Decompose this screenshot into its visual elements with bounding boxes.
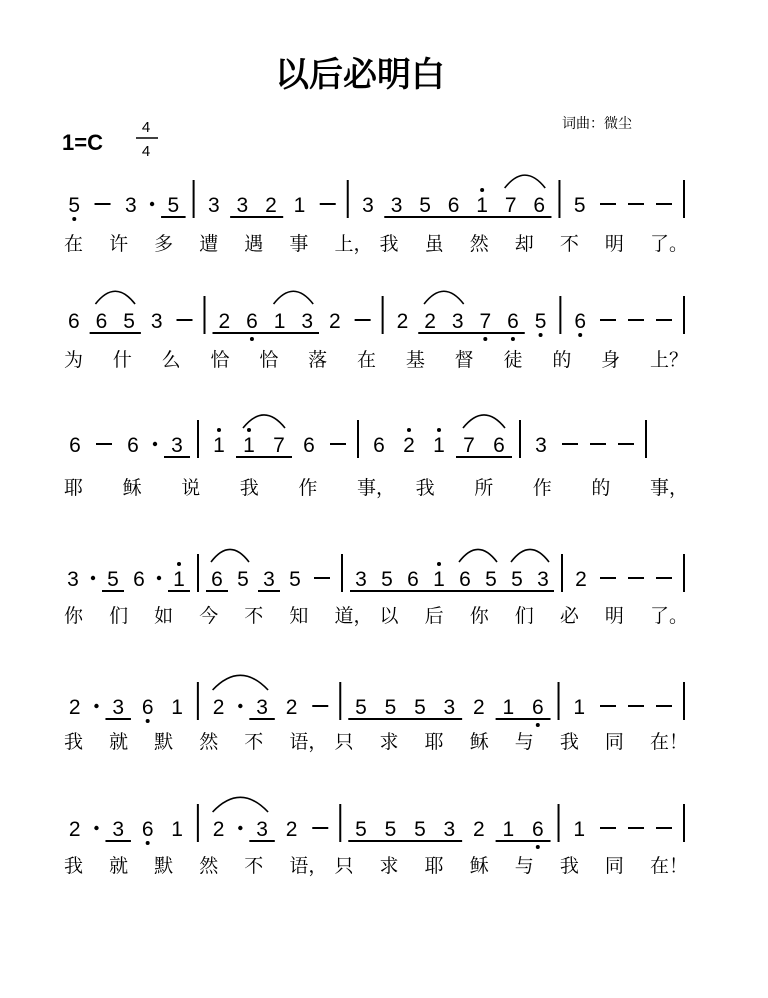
- lyric-syllable: 说: [181, 477, 201, 499]
- lyric-syllable: 上？: [650, 349, 689, 371]
- note: 3: [236, 194, 249, 217]
- note: 5: [107, 568, 119, 591]
- note: 3: [537, 568, 549, 591]
- lyric-syllable: 只: [334, 855, 354, 877]
- note: 1: [213, 434, 225, 457]
- note: 2: [212, 818, 225, 841]
- key-signature: 1=C: [62, 130, 103, 155]
- slur: [211, 549, 249, 562]
- slur: [511, 549, 549, 562]
- note: 2: [396, 310, 409, 333]
- lyric-syllable: 所: [474, 477, 494, 499]
- lyric-syllable: 遇: [244, 233, 264, 255]
- note: 6: [533, 194, 546, 217]
- note: 6: [141, 818, 154, 841]
- note: 5: [355, 696, 367, 719]
- lyric-syllable: 默: [154, 731, 174, 753]
- note: 1: [573, 818, 586, 841]
- octave-down-dot: [146, 719, 150, 723]
- lyric-syllable: 基: [405, 349, 425, 371]
- lyric-syllable: 我: [415, 477, 435, 499]
- lyric-syllable: 为: [64, 349, 84, 371]
- note: 2: [212, 696, 225, 719]
- music-systems: [64, 175, 688, 877]
- lyric-syllable: 然: [469, 233, 489, 255]
- augmentation-dot: [94, 826, 98, 830]
- lyric-syllable: 稣: [122, 477, 142, 499]
- lyric-syllable: 我: [559, 731, 579, 753]
- octave-down-dot: [511, 337, 515, 341]
- lyric-syllable: 事: [289, 233, 309, 255]
- note: 3: [451, 310, 464, 333]
- lyric-syllable: 不: [244, 855, 264, 877]
- octave-down-dot: [536, 723, 540, 727]
- note: 5: [167, 194, 180, 217]
- lyric-syllable: 什: [112, 349, 132, 371]
- note: 1: [433, 568, 445, 591]
- lyric-syllable: 稣: [469, 855, 489, 877]
- lyric-syllable: 你: [64, 605, 84, 627]
- song-title: 以后必明白: [275, 55, 445, 95]
- augmentation-dot: [157, 576, 161, 580]
- octave-up-dot: [437, 428, 441, 432]
- note: 3: [390, 194, 403, 217]
- time-signature-bottom: 4: [141, 143, 151, 160]
- note: 1: [273, 310, 286, 333]
- slur: [213, 675, 268, 690]
- note: 3: [67, 568, 79, 591]
- note: 5: [534, 310, 547, 333]
- note: 2: [473, 696, 485, 719]
- lyric-syllable: 虽: [424, 233, 444, 255]
- note: 5: [414, 696, 426, 719]
- system-2: [64, 291, 688, 371]
- augmentation-dot: [153, 442, 157, 446]
- note: 5: [289, 568, 301, 591]
- note: 3: [443, 818, 456, 841]
- lyric-syllable: 我: [239, 477, 259, 499]
- lyric-syllable: 道，: [334, 605, 373, 627]
- slur: [243, 415, 285, 428]
- lyric-syllable: 们: [514, 605, 534, 627]
- octave-down-dot: [146, 841, 150, 845]
- note: 2: [424, 310, 436, 333]
- lyric-syllable: 恰: [210, 349, 230, 371]
- note: 6: [303, 434, 315, 457]
- lyric-syllable: 事，: [650, 477, 689, 499]
- note: 6: [67, 310, 80, 333]
- lyric-syllable: 你: [469, 605, 489, 627]
- note: 6: [141, 696, 154, 719]
- system-1: [64, 175, 688, 255]
- note: 1: [171, 818, 183, 841]
- note: 3: [124, 194, 137, 217]
- augmentation-dot: [91, 576, 95, 580]
- note: 5: [419, 194, 431, 217]
- lyric-syllable: 以: [379, 605, 399, 627]
- lyric-syllable: 身: [601, 349, 621, 371]
- note: 5: [384, 696, 397, 719]
- note: 2: [473, 818, 485, 841]
- note: 3: [256, 696, 268, 719]
- lyric-syllable: 同: [604, 731, 624, 753]
- lyric-syllable: 我: [379, 233, 399, 255]
- note: 3: [355, 568, 367, 591]
- lyric-syllable: 徒: [503, 349, 523, 371]
- note: 5: [414, 818, 426, 841]
- lyric-syllable: 如: [154, 605, 174, 627]
- note: 6: [507, 310, 519, 333]
- lyric-syllable: 只: [334, 731, 354, 753]
- note: 6: [531, 696, 544, 719]
- octave-up-dot: [480, 188, 484, 192]
- note: 2: [328, 310, 341, 333]
- note: 2: [218, 310, 231, 333]
- system-5: [64, 675, 688, 753]
- lyric-syllable: 就: [109, 855, 129, 877]
- note: 3: [171, 434, 183, 457]
- note: 6: [493, 434, 505, 457]
- note: 2: [68, 696, 81, 719]
- octave-down-dot: [536, 845, 540, 849]
- lyric-syllable: 的: [552, 349, 572, 371]
- note: 7: [273, 434, 285, 457]
- lyric-syllable: 我: [64, 731, 84, 753]
- lyric-syllable: 明: [604, 605, 624, 627]
- lyric-syllable: 的: [591, 477, 611, 499]
- note: 1: [293, 194, 306, 217]
- lyric-syllable: 许: [109, 233, 129, 255]
- time-signature: [136, 119, 158, 160]
- note: 7: [463, 434, 475, 457]
- note: 6: [459, 568, 471, 591]
- credit-text: 词曲：微尘: [562, 116, 632, 132]
- octave-down-dot: [250, 337, 254, 341]
- lyric-syllable: 与: [514, 731, 534, 753]
- lyric-syllable: 然: [199, 731, 219, 753]
- note: 3: [112, 818, 125, 841]
- note: 5: [237, 568, 249, 591]
- note: 2: [285, 818, 298, 841]
- lyric-syllable: 在！: [650, 855, 689, 877]
- octave-down-dot: [483, 337, 487, 341]
- lyric-syllable: 不: [244, 731, 264, 753]
- note: 6: [373, 434, 385, 457]
- note: 5: [355, 818, 367, 841]
- octave-up-dot: [407, 428, 411, 432]
- note: 3: [535, 434, 547, 457]
- note: 2: [403, 434, 415, 457]
- note: 1: [243, 434, 255, 457]
- note: 6: [127, 434, 139, 457]
- system-6: [64, 797, 688, 877]
- note: 5: [68, 194, 81, 217]
- lyric-syllable: 却: [514, 233, 534, 255]
- slur: [424, 291, 464, 304]
- slur: [463, 415, 505, 428]
- lyric-syllable: 今: [199, 605, 219, 627]
- note: 6: [95, 310, 108, 333]
- note: 1: [476, 194, 488, 217]
- lyric-syllable: 耶: [424, 731, 444, 753]
- system-3: [64, 415, 688, 499]
- note: 6: [69, 434, 81, 457]
- note: 3: [362, 194, 374, 217]
- augmentation-dot: [238, 704, 242, 708]
- lyric-syllable: 了。: [650, 605, 689, 627]
- note: 2: [68, 818, 81, 841]
- octave-down-dot: [539, 333, 543, 337]
- slur: [95, 291, 135, 304]
- note: 3: [112, 696, 125, 719]
- lyric-syllable: 后: [424, 605, 444, 627]
- lyric-syllable: 耶: [64, 477, 84, 499]
- lyric-syllable: 我: [559, 855, 579, 877]
- lyric-syllable: 在: [64, 233, 84, 255]
- slur: [459, 549, 497, 562]
- note: 2: [285, 696, 298, 719]
- lyric-syllable: 稣: [469, 731, 489, 753]
- lyric-syllable: 求: [379, 731, 399, 753]
- lyric-syllable: 同: [604, 855, 624, 877]
- note: 1: [573, 696, 586, 719]
- lyric-syllable: 恰: [259, 349, 279, 371]
- note: 3: [208, 194, 220, 217]
- lyric-syllable: 必: [559, 605, 579, 627]
- time-signature-top: 4: [141, 119, 151, 136]
- lyric-syllable: 知: [289, 605, 309, 627]
- octave-down-dot: [72, 217, 76, 221]
- lyric-syllable: 明: [604, 233, 624, 255]
- note: 1: [173, 568, 185, 591]
- note: 1: [502, 818, 515, 841]
- octave-up-dot: [437, 562, 441, 566]
- note: 6: [531, 818, 544, 841]
- lyric-syllable: 语，: [289, 855, 328, 877]
- slur: [213, 797, 268, 812]
- note: 6: [407, 568, 419, 591]
- note: 6: [246, 310, 258, 333]
- lyric-syllable: 不: [244, 605, 264, 627]
- note: 6: [211, 568, 223, 591]
- octave-up-dot: [247, 428, 251, 432]
- slur: [274, 291, 314, 304]
- lyric-syllable: 与: [514, 855, 534, 877]
- lyric-syllable: 在: [357, 349, 377, 371]
- note: 5: [573, 194, 586, 217]
- augmentation-dot: [238, 826, 242, 830]
- note: 5: [485, 568, 497, 591]
- lyric-syllable: 默: [154, 855, 174, 877]
- lyric-syllable: 在！: [650, 731, 689, 753]
- lyric-syllable: 作: [298, 477, 318, 499]
- note: 1: [502, 696, 515, 719]
- note: 6: [447, 194, 460, 217]
- octave-down-dot: [578, 333, 582, 337]
- lyric-syllable: 多: [154, 233, 174, 255]
- lyric-syllable: 然: [199, 855, 219, 877]
- note: 3: [263, 568, 275, 591]
- lyric-syllable: 求: [379, 855, 399, 877]
- note: 3: [150, 310, 163, 333]
- lyric-syllable: 不: [559, 233, 579, 255]
- octave-up-dot: [177, 562, 181, 566]
- note: 6: [133, 568, 145, 591]
- octave-up-dot: [217, 428, 221, 432]
- note: 1: [171, 696, 183, 719]
- note: 3: [256, 818, 268, 841]
- augmentation-dot: [150, 202, 154, 206]
- lyric-syllable: 我: [64, 855, 84, 877]
- lyric-syllable: 么: [161, 349, 181, 371]
- note: 7: [479, 310, 492, 333]
- note: 7: [504, 194, 517, 217]
- lyric-syllable: 督: [454, 349, 474, 371]
- lyric-syllable: 事，: [357, 477, 396, 499]
- note: 5: [511, 568, 523, 591]
- note: 5: [381, 568, 393, 591]
- system-4: [64, 549, 688, 627]
- lyric-syllable: 了。: [650, 233, 689, 255]
- lyric-syllable: 就: [109, 731, 129, 753]
- note: 6: [574, 310, 587, 333]
- lyric-syllable: 遭: [199, 233, 219, 255]
- note: 2: [575, 568, 587, 591]
- note: 3: [301, 310, 314, 333]
- lyric-syllable: 作: [532, 477, 552, 499]
- lyric-syllable: 上，: [334, 233, 373, 255]
- lyric-syllable: 们: [109, 605, 129, 627]
- note: 5: [123, 310, 135, 333]
- note: 1: [433, 434, 445, 457]
- augmentation-dot: [94, 704, 98, 708]
- note: 2: [265, 194, 277, 217]
- lyric-syllable: 落: [308, 349, 328, 371]
- slur: [505, 175, 546, 188]
- note: 5: [384, 818, 397, 841]
- lyric-syllable: 语，: [289, 731, 328, 753]
- lyric-syllable: 耶: [424, 855, 444, 877]
- note: 3: [443, 696, 456, 719]
